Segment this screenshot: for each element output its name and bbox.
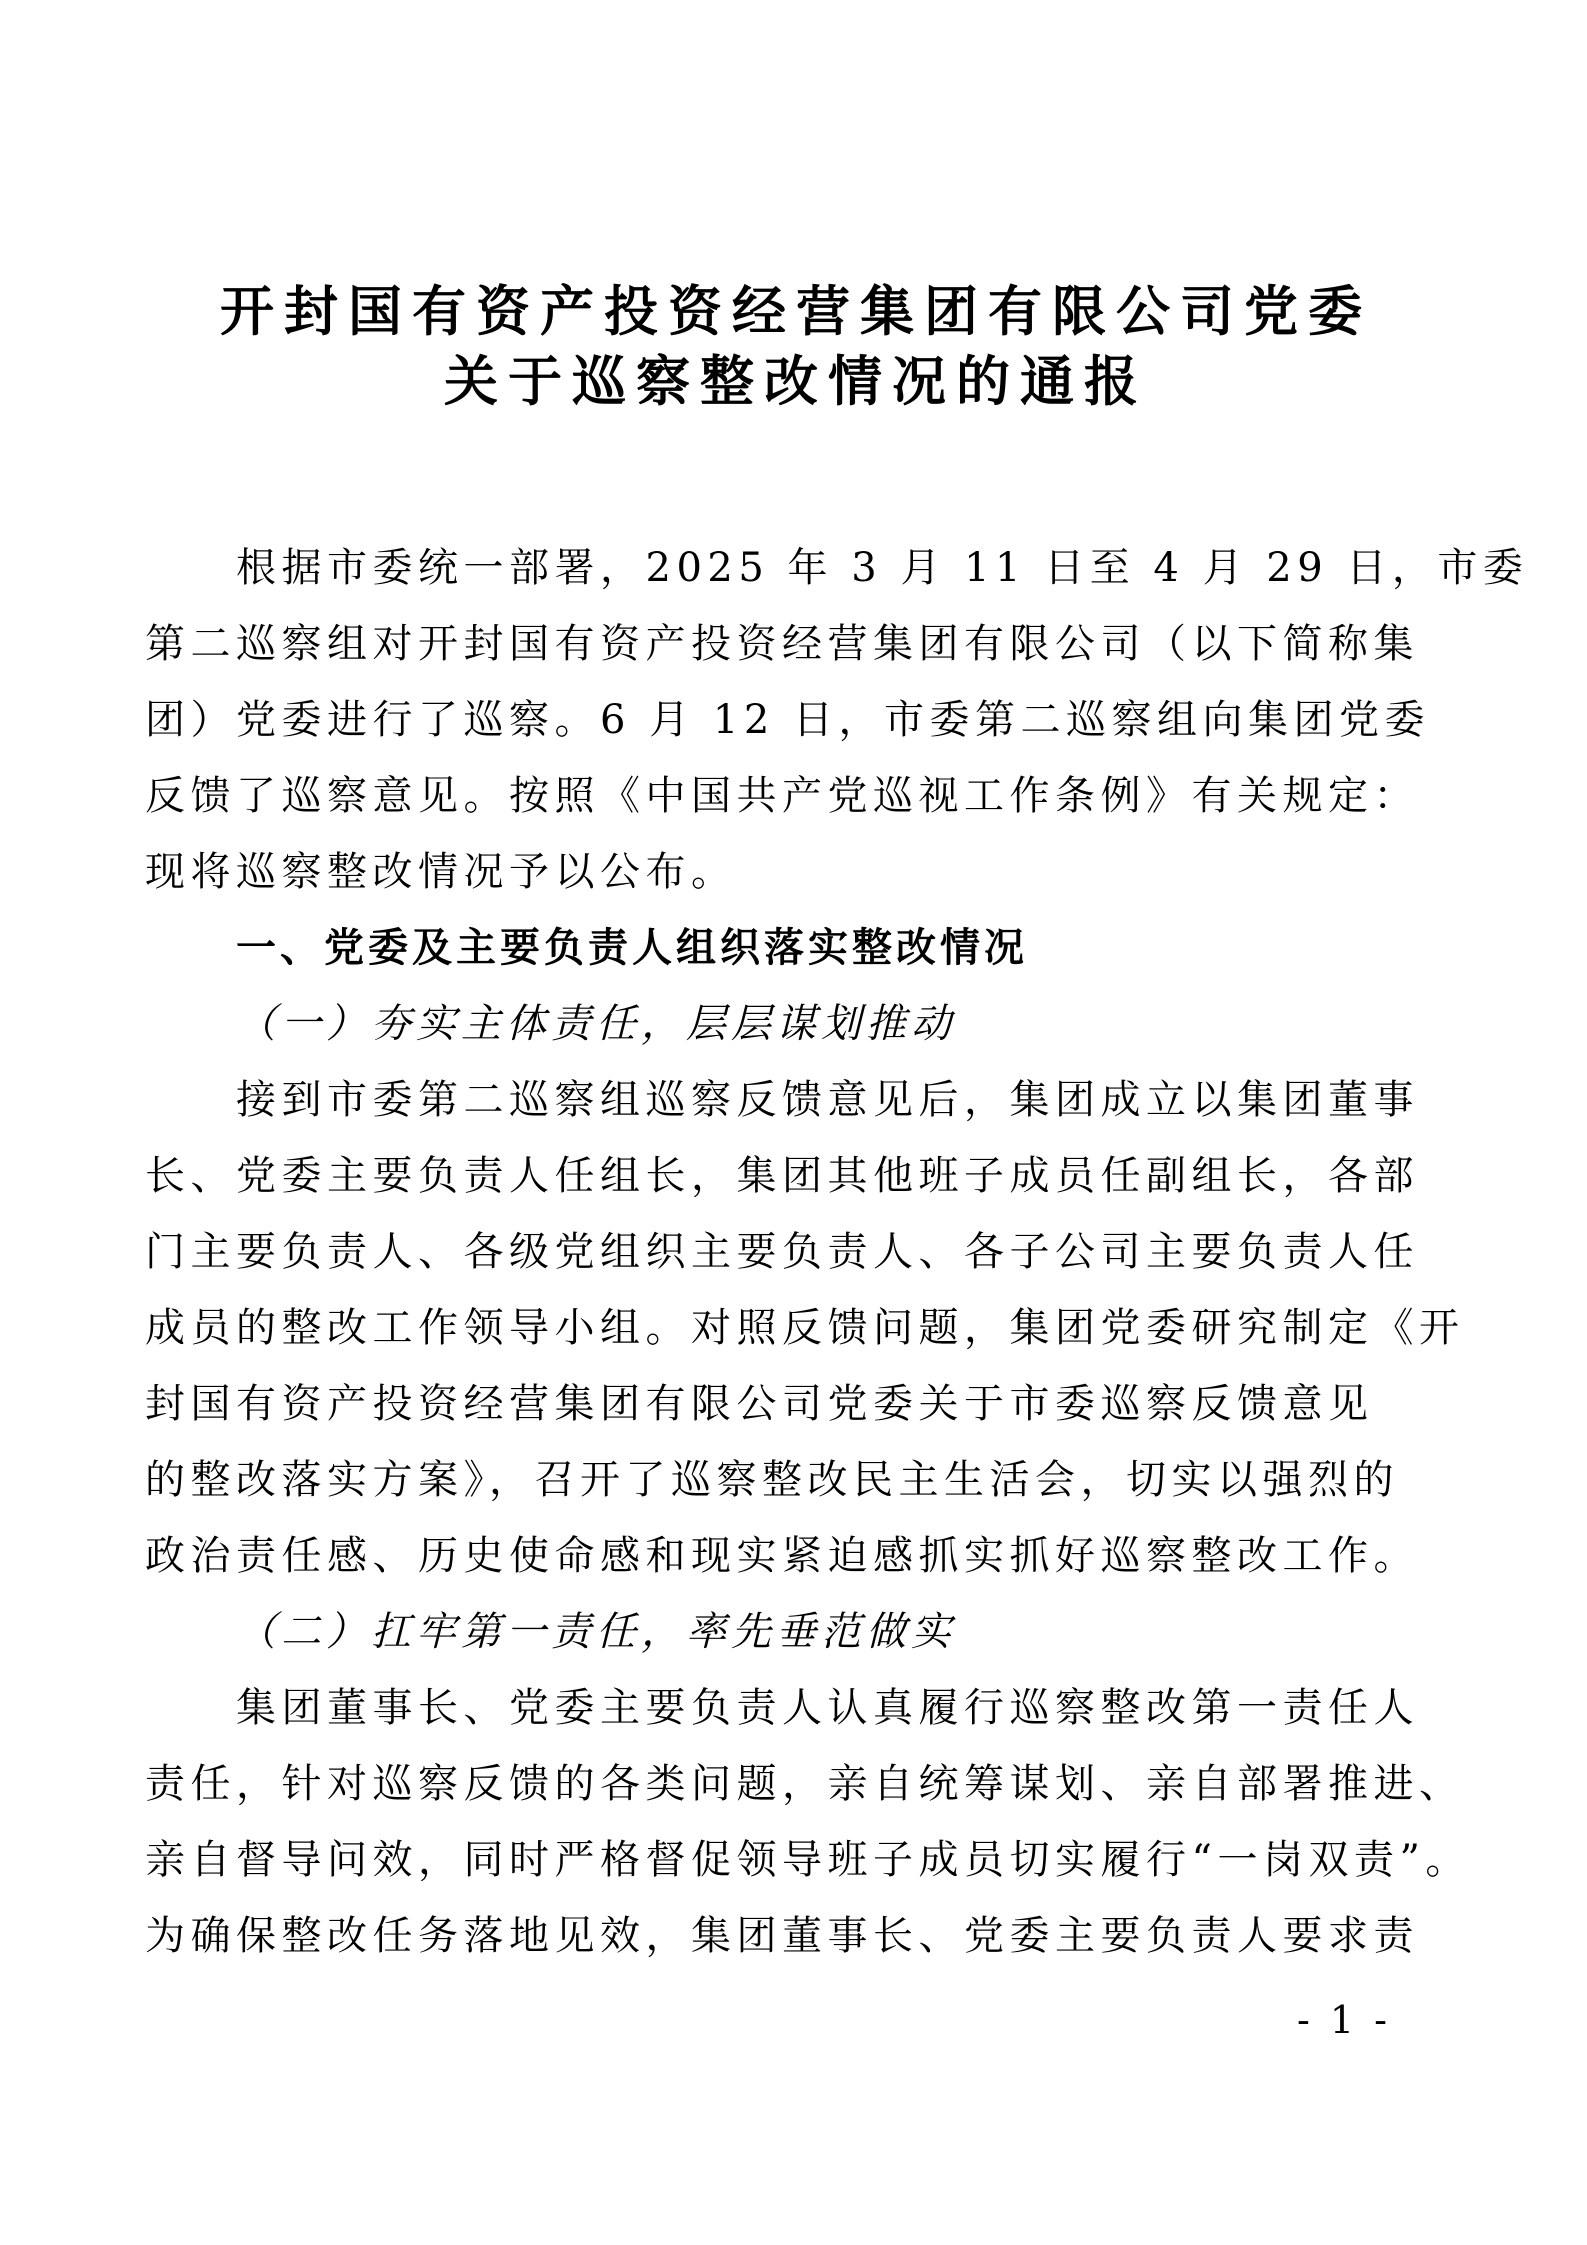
- paragraph-1-line-2: 第二巡察组对开封国有资产投资经营集团有限公司（以下简称集: [145, 621, 1419, 667]
- subsection-heading-2: （二）扛牢第一责任，率先垂范做实: [236, 1609, 956, 1655]
- paragraph-2-line-2: 长、党委主要负责人任组长，集团其他班子成员任副组长，各部: [145, 1153, 1419, 1199]
- page-number: - 1 -: [1296, 1998, 1391, 2042]
- paragraph-2-line-4: 成员的整改工作领导小组。对照反馈问题，集团党委研究制定《开: [145, 1305, 1465, 1351]
- paragraph-2-line-5: 封国有资产投资经营集团有限公司党委关于市委巡察反馈意见: [145, 1381, 1374, 1427]
- paragraph-2-line-6: 的整改落实方案》，召开了巡察整改民主生活会，切实以强烈的: [145, 1457, 1399, 1503]
- document-body: [145, 530, 1529, 1974]
- paragraph-3-line-2: 责任，针对巡察反馈的各类问题，亲自统筹谋划、亲自部署推进、: [145, 1761, 1465, 1807]
- paragraph-3-line-1: 集团董事长、党委主要负责人认真履行巡察整改第一责任人: [236, 1685, 1419, 1731]
- paragraph-2-line-7: 政治责任感、历史使命感和现实紧迫感抓实抓好巡察整改工作。: [145, 1533, 1419, 1579]
- section-heading-1: 一、党委及主要负责人组织落实整改情况: [236, 925, 1028, 971]
- document-title: [145, 276, 1447, 416]
- document-content: [145, 0, 1529, 1974]
- paragraph-3-line-4: 为确保整改任务落地见效，集团董事长、党委主要负责人要求责: [145, 1913, 1419, 1959]
- paragraph-1-line-1: 根据市委统一部署，2025 年 3 月 11 日至 4 月 29 日，市委: [236, 545, 1529, 591]
- paragraph-1-line-5: 现将巡察整改情况予以公布。: [145, 849, 737, 895]
- doc-title-line-1: 开封国有资产投资经营集团有限公司党委: [220, 279, 1372, 343]
- subsection-heading-1: （一）夯实主体责任，层层谋划推动: [236, 1001, 956, 1047]
- paragraph-3-line-3: 亲自督导问效，同时严格督促领导班子成员切实履行“一岗双责”。: [145, 1837, 1471, 1883]
- paragraph-1-line-3: 团）党委进行了巡察。6 月 12 日，市委第二巡察组向集团党委: [145, 697, 1430, 743]
- doc-title-line-2: 关于巡察整改情况的通报: [444, 349, 1148, 413]
- paragraph-2-line-3: 门主要负责人、各级党组织主要负责人、各子公司主要负责人任: [145, 1229, 1419, 1275]
- paragraph-1-line-4: 反馈了巡察意见。按照《中国共产党巡视工作条例》有关规定：: [145, 773, 1419, 819]
- paragraph-2-line-1: 接到市委第二巡察组巡察反馈意见后，集团成立以集团董事: [236, 1077, 1419, 1123]
